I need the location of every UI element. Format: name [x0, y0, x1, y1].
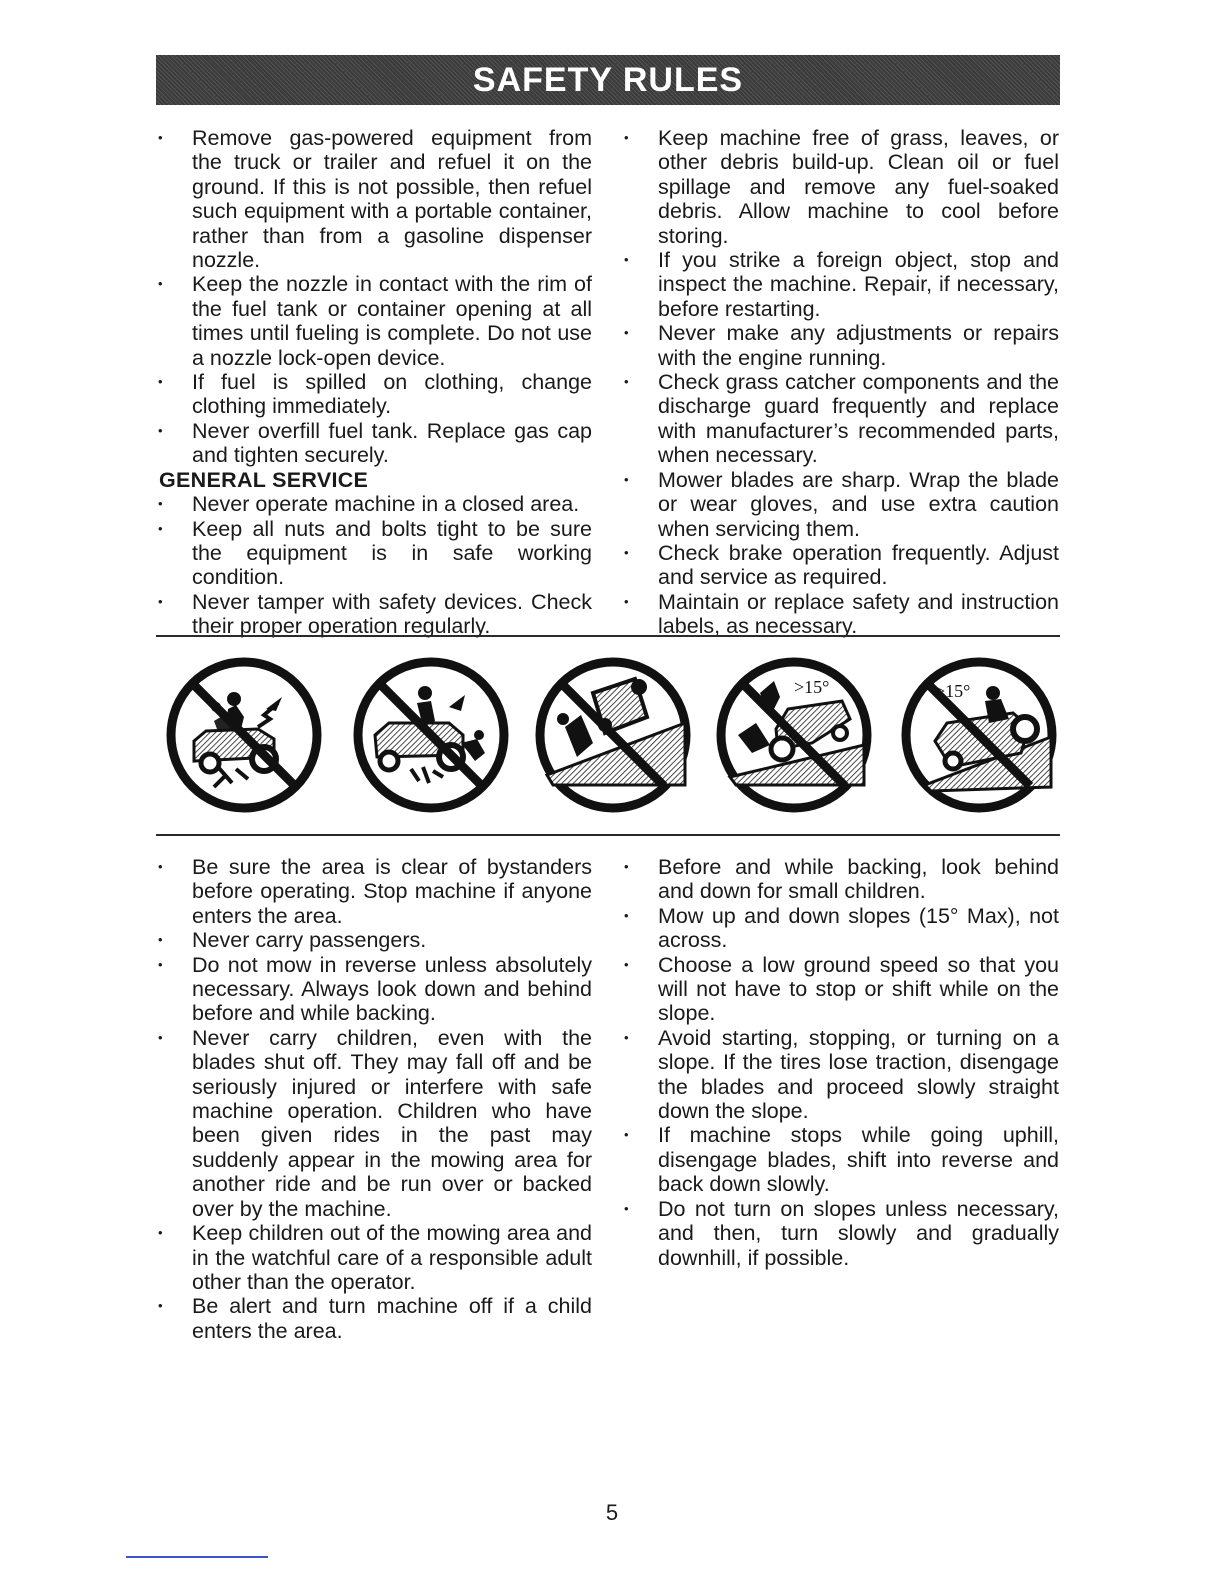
list-item: • Be alert and turn machine off if a child enters the area.	[157, 1294, 592, 1343]
list-item: • Never carry passengers.	[157, 928, 592, 952]
list-item: • Never operate machine in a closed area.	[157, 492, 592, 516]
list-item: • Remove gas-powered equipment from the truck or trailer and refuel it on the ground. If this is not possible, then refuel such equipment with a portable container, rather than from a gasoline dispenser nozzle.	[157, 126, 592, 272]
bottom-left-column	[157, 855, 592, 1343]
maintenance-list	[623, 126, 1059, 639]
general-service-list	[157, 492, 592, 638]
no-mowing-up-steep-slope-icon	[716, 657, 872, 813]
no-mowing-across-slope-icon	[901, 657, 1057, 813]
list-item: • Avoid starting, stopping, or turning on a slope. If the tires lose traction, disengage the blades and proceed slowly straight down the slope.	[623, 1026, 1059, 1124]
list-item: • Be sure the area is clear of bystanders before operating. Stop machine if anyone enters the area.	[157, 855, 592, 928]
page-number: 5	[605, 1500, 619, 1525]
no-bystanders-icon	[353, 657, 509, 813]
list-item: • Keep children out of the mowing area and in the watchful care of a responsible adult other than the operator.	[157, 1221, 592, 1294]
fuel-safety-list	[157, 126, 592, 468]
page-title: SAFETY RULES	[472, 60, 744, 99]
slope-angle-label: >15°	[935, 681, 971, 701]
slope-angle-label: >15°	[794, 677, 830, 697]
list-item: • Keep machine free of grass, leaves, or other debris build-up. Clean oil or fuel spillage and remove any fuel-soaked debris. Allow machine to cool before storing.	[623, 126, 1059, 248]
list-item: • Never overfill fuel tank. Replace gas cap and tighten securely.	[157, 419, 592, 468]
list-item: • Keep all nuts and bolts tight to be sure the equipment is in safe working condition.	[157, 517, 592, 590]
list-item: • Do not turn on slopes unless necessary, and then, turn slowly and gradually downhill, if possible.	[623, 1197, 1059, 1270]
list-item: • Never make any adjustments or repairs with the engine running.	[623, 321, 1059, 370]
list-item: • Maintain or replace safety and instruction labels, as necessary.	[623, 590, 1059, 639]
list-item: • If you strike a foreign object, stop and inspect the machine. Repair, if necessary, before restarting.	[623, 248, 1059, 321]
list-item: • If machine stops while going uphill, disengage blades, shift into reverse and back down slowly.	[623, 1123, 1059, 1196]
list-item: • If fuel is spilled on clothing, change clothing immediately.	[157, 370, 592, 419]
divider-top	[156, 635, 1060, 637]
safety-rules-banner	[156, 55, 1060, 105]
list-item: • Keep the nozzle in contact with the rim of the fuel tank or container opening at all times until fueling is complete. Do not use a nozzle lock-open device.	[157, 272, 592, 370]
list-item: • Never carry children, even with the blades shut off. They may fall off and be seriously injured or interfere with safe machine operation. Children who have been given rides in the past may suddenly appear in the mowing area for another ride and be run over or backed over by the machine.	[157, 1026, 592, 1221]
divider-bottom	[156, 834, 1060, 836]
no-steep-slope-rollover-icon	[535, 657, 691, 813]
list-item: • Mower blades are sharp. Wrap the blade or wear gloves, and use extra caution when servicing them.	[623, 468, 1059, 541]
section-heading-general-service: GENERAL SERVICE	[159, 467, 369, 492]
list-item: • Do not mow in reverse unless absolutely necessary. Always look down and behind before and while backing.	[157, 953, 592, 1026]
operation-safety-list	[157, 855, 592, 1343]
list-item: • Before and while backing, look behind and down for small children.	[623, 855, 1059, 904]
slope-safety-list	[623, 855, 1059, 1270]
top-left-column	[157, 126, 592, 639]
no-passengers-icon	[166, 657, 322, 813]
bottom-right-column	[623, 855, 1059, 1270]
list-item: • Check grass catcher components and the discharge guard frequently and replace with manufacturer’s recommended parts, when necessary.	[623, 370, 1059, 468]
top-right-column	[623, 126, 1059, 639]
list-item: • Check brake operation frequently. Adjust and service as required.	[623, 541, 1059, 590]
footer-divider	[126, 1556, 268, 1558]
list-item: • Mow up and down slopes (15° Max), not across.	[623, 904, 1059, 953]
list-item: • Never tamper with safety devices. Check their proper operation regularly.	[157, 590, 592, 639]
list-item: • Choose a low ground speed so that you will not have to stop or shift while on the slope.	[623, 953, 1059, 1026]
